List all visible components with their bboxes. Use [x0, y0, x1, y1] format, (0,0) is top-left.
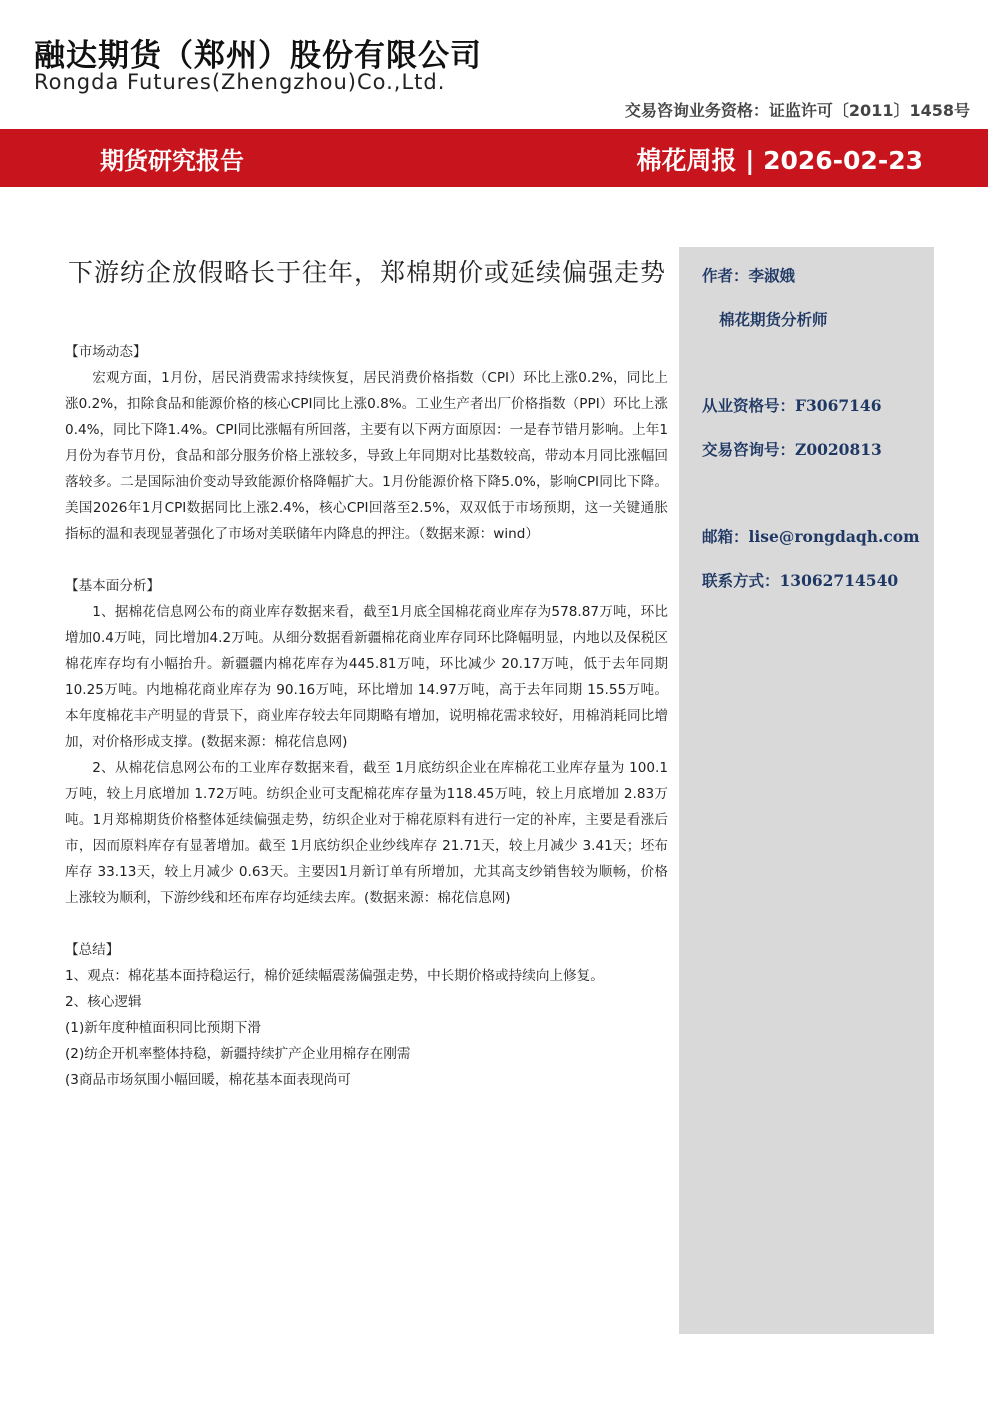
- company-name-cn: 融达期货（郑州）股份有限公司: [34, 38, 482, 74]
- summary-line: (3商品市场氛围小幅回暖，棉花基本面表现尚可: [65, 1072, 351, 1088]
- summary-line: 2、核心逻辑: [65, 994, 142, 1010]
- report-type: 期货研究报告: [100, 147, 244, 175]
- market-paragraph: 宏观方面，1月份，居民消费需求持续恢复，居民消费价格指数（CPI）环比上涨0.2%，同比上涨0.2%，扣除食品和能源价格的核心CPI同比上涨0.8%。工业生产者出厂价格指数（PPI）环比上涨0.4%，同比下降1.4%。CPI同比涨幅有所回落，主要有以下两方面原因：一是春节错月影响。上年1月份为春节月份，食品和部分服务价格上涨较多，导致上年同期对比基数较高，带动本月同比涨幅回落较多。二是国际油价变动导致能源价格降幅扩大。1月份能源价格下降5.0%，影响CPI同比下降。美国2026年1月CPI数据同比上涨2.4%，核心CPI回落至2.5%，双双低于市场预期，这一关键通胀指标的温和表现显著强化了市场对美联储年内降息的押注。（数据来源：wind）: [65, 370, 668, 542]
- summary-line: (1)新年度种植面积同比预期下滑: [65, 1020, 261, 1036]
- email-link[interactable]: 邮箱：lise@rongdaqh.com: [702, 527, 920, 546]
- summary-line: 1、观点：棉花基本面持稳运行，棉价延续幅震荡偏强走势，中长期价格或持续向上修复。: [65, 968, 604, 984]
- fundamental-paragraph-2: 2、从棉花信息网公布的工业库存数据来看，截至 1月底纺织企业在库棉花工业库存量为 100.1万吨，较上月底增加 1.72万吨。纺织企业可支配棉花库存量为118.45万吨，较上月底增加 2.83万吨。1月郑棉期货价格整体延续偏强走势，纺织企业对于棉花原料有进行一定的补库，主要是看涨后市，因而原料库存有显著增加。截至 1月底纺织企业纱线库存 21.71天，较上月减少 3.41天；坯布库存 33.13天，较上月减少 0.63天。主要因1月新订单有所增加，尤其高支纱销售较为顺畅，价格上涨较为顺利，下游纱线和坯布库存均延续去库。(数据来源：棉花信息网): [65, 760, 668, 906]
- section-title-fundamental: 【基本面分析】: [65, 578, 161, 594]
- author-sidebar: [679, 247, 934, 1334]
- cert-number: 从业资格号：F3067146: [702, 396, 882, 415]
- headline: 下游纺企放假略长于往年，郑棉期价或延续偏强走势: [68, 258, 667, 287]
- author-name: 作者：李淑娥: [702, 266, 796, 285]
- phone-contact: 联系方式：13062714540: [702, 571, 899, 590]
- license-text: 交易咨询业务资格：证监许可〔2011〕1458号: [624, 101, 970, 120]
- fundamental-paragraph-1: 1、据棉花信息网公布的商业库存数据来看，截至1月底全国棉花商业库存为578.87万吨，环比增加0.4万吨，同比增加4.2万吨。从细分数据看新疆棉花商业库存同环比降幅明显，内地以及保税区棉花库存均有小幅抬升。新疆疆内棉花库存为445.81万吨，环比减少 20.17万吨，低于去年同期 10.25万吨。内地棉花商业库存为 90.16万吨，环比增加 14.97万吨，高于去年同期 15.55万吨。本年度棉花丰产明显的背景下，商业库存较去年同期略有增加，说明棉花需求较好，用棉消耗同比增加，对价格形成支撑。(数据来源：棉花信息网): [65, 604, 668, 750]
- report-banner: [0, 129, 988, 187]
- report-title-date: 棉花周报 | 2026-02-23: [636, 146, 923, 175]
- section-title-summary: 【总结】: [65, 942, 120, 958]
- consult-number: 交易咨询号：Z0020813: [702, 440, 882, 459]
- report-body: [65, 339, 668, 1093]
- author-role: 棉花期货分析师: [719, 310, 828, 329]
- section-title-market: 【市场动态】: [65, 344, 147, 360]
- summary-line: (2)纺企开机率整体持稳，新疆持续扩产企业用棉存在刚需: [65, 1046, 411, 1062]
- company-name-en: Rongda Futures(Zhengzhou)Co.,Ltd.: [34, 70, 446, 94]
